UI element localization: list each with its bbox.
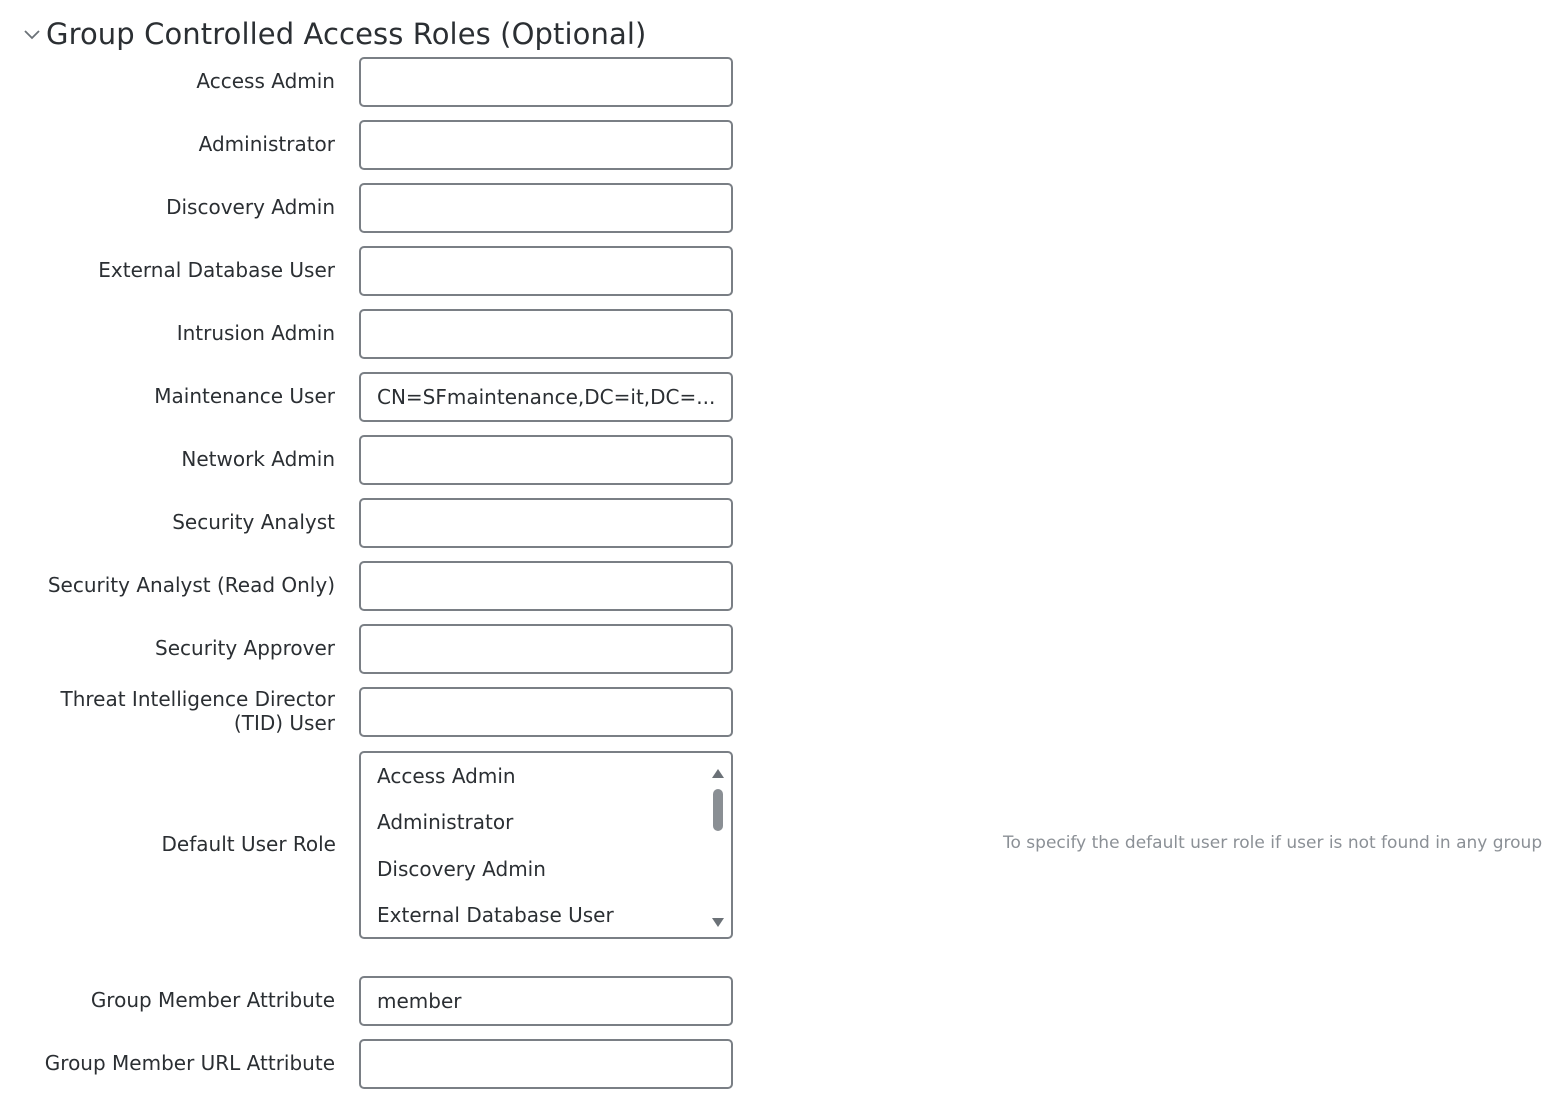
security-analyst-label: Security Analyst bbox=[172, 510, 335, 534]
external-database-user-label: External Database User bbox=[98, 258, 335, 282]
group-member-attribute-label: Group Member Attribute bbox=[90, 988, 335, 1012]
discovery-admin-input[interactable] bbox=[359, 183, 733, 233]
default-user-role-label: Default User Role bbox=[161, 832, 336, 856]
form-row-administrator bbox=[0, 120, 760, 172]
tid-user-label bbox=[0, 687, 335, 735]
form-row-maintenance-user bbox=[0, 372, 760, 424]
scroll-thumb[interactable] bbox=[713, 789, 723, 831]
form-row-group-member-url-attribute bbox=[0, 1039, 760, 1091]
access-admin-label: Access Admin bbox=[196, 69, 335, 93]
group-member-attribute-input[interactable] bbox=[359, 976, 733, 1026]
administrator-label: Administrator bbox=[198, 132, 335, 156]
listbox-option[interactable]: Administrator bbox=[377, 810, 514, 834]
network-admin-input[interactable] bbox=[359, 435, 733, 485]
form-row-intrusion-admin bbox=[0, 309, 760, 361]
form-row-security-analyst-read-only bbox=[0, 561, 760, 613]
intrusion-admin-label: Intrusion Admin bbox=[176, 321, 335, 345]
tid-user-input[interactable] bbox=[359, 687, 733, 737]
form-row-tid-user bbox=[0, 687, 760, 739]
security-analyst-read-only-label: Security Analyst (Read Only) bbox=[47, 573, 335, 597]
maintenance-user-label: Maintenance User bbox=[154, 384, 335, 408]
group-member-url-attribute-input[interactable] bbox=[359, 1039, 733, 1089]
listbox-option[interactable]: Access Admin bbox=[377, 764, 516, 788]
listbox-option[interactable]: Discovery Admin bbox=[377, 857, 546, 881]
form-row-external-database-user bbox=[0, 246, 760, 298]
administrator-input[interactable] bbox=[359, 120, 733, 170]
form-row-security-analyst bbox=[0, 498, 760, 550]
intrusion-admin-input[interactable] bbox=[359, 309, 733, 359]
section-title: Group Controlled Access Roles (Optional) bbox=[46, 17, 647, 51]
section-header[interactable] bbox=[22, 14, 646, 54]
form-row-network-admin bbox=[0, 435, 760, 487]
security-approver-input[interactable] bbox=[359, 624, 733, 674]
maintenance-user-input[interactable] bbox=[359, 372, 733, 422]
security-analyst-input[interactable] bbox=[359, 498, 733, 548]
group-member-url-attribute-label: Group Member URL Attribute bbox=[44, 1051, 335, 1075]
form-row-group-member-attribute bbox=[0, 976, 760, 1028]
tid-user-label-line2: (TID) User bbox=[233, 711, 335, 735]
external-database-user-input[interactable] bbox=[359, 246, 733, 296]
access-admin-input[interactable] bbox=[359, 57, 733, 107]
tid-user-label-line1: Threat Intelligence Director bbox=[60, 687, 335, 711]
discovery-admin-label: Discovery Admin bbox=[166, 195, 335, 219]
security-approver-label: Security Approver bbox=[155, 636, 335, 660]
listbox-option[interactable]: External Database User bbox=[377, 903, 614, 927]
default-user-role-listbox[interactable] bbox=[359, 751, 733, 939]
network-admin-label: Network Admin bbox=[181, 447, 335, 471]
form-row-access-admin bbox=[0, 57, 760, 109]
chevron-down-icon[interactable] bbox=[22, 24, 42, 44]
default-user-role-help-text: To specify the default user role if user is not found in any group bbox=[1003, 833, 1543, 853]
security-analyst-read-only-input[interactable] bbox=[359, 561, 733, 611]
form-row-security-approver bbox=[0, 624, 760, 676]
scroll-down-arrow-icon[interactable] bbox=[711, 913, 725, 925]
scroll-up-arrow-icon[interactable] bbox=[711, 765, 725, 777]
form-row-discovery-admin bbox=[0, 183, 760, 235]
listbox-scrollbar[interactable] bbox=[707, 753, 729, 937]
